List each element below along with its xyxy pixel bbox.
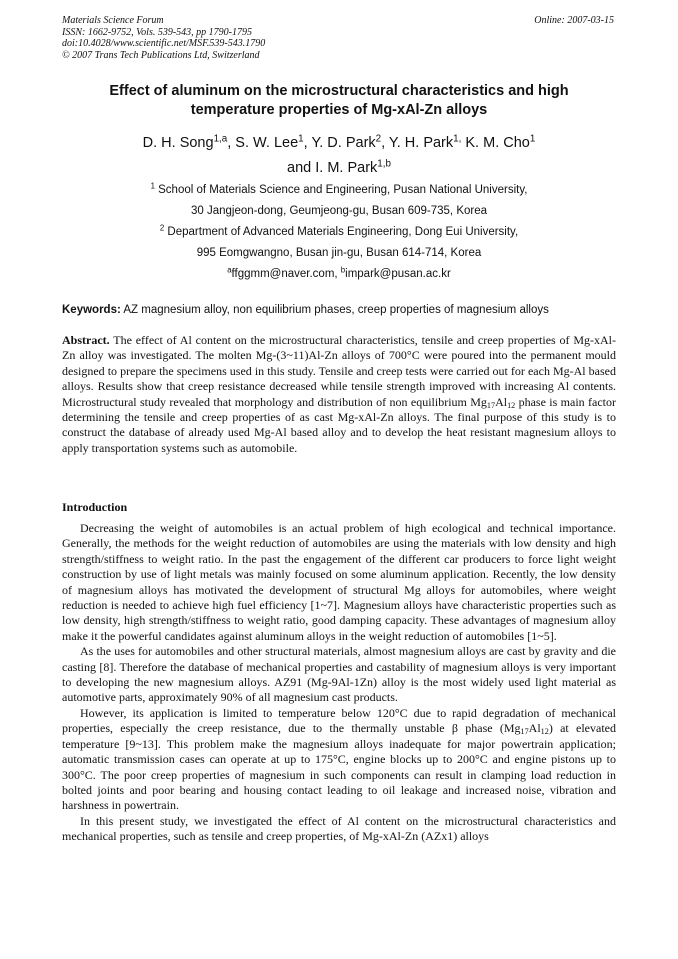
- email-mark: a: [227, 265, 232, 275]
- paragraph-4: In this present study, we investigated the effect of Al content on the microstructural characteristics and mechanical properties, such as tensile and creep properties, of Mg-xAl-Zn (AZx1) alloys: [62, 813, 616, 844]
- affiliation-mark: 1: [150, 181, 155, 191]
- author-name: K. M. Cho: [461, 135, 530, 151]
- doi-line[interactable]: doi:10.4028/www.scientific.net/MSF.539-543.1790: [62, 38, 266, 49]
- subscript: 12: [507, 400, 516, 410]
- paragraph-2: As the uses for automobiles and other structural materials, almost magnesium alloys are cast by gravity and die casting [8]. Therefore the database of mechanical properties and castability of magnesium alloys is very important to developing the new magnesium alloys. AZ91 (Mg-9Al-1Zn) alloy is the most widely used light material as automotive parts, approximately 90% of all magnesium cast products.: [62, 644, 616, 705]
- abstract-text: Al: [495, 394, 508, 409]
- abstract-text: The effect of Al content on the microstructural characteristics, tensile and creep properties of Mg-xAl-Zn alloy was investigated. The molten Mg-(3~11)Al-Zn alloys of 700°C were poured into the permanent mould designed to prepare the specimens used in this study. Tensile and creep tests were carried out for each Mg-Al based alloys. Results show that creep resistance decreased while tensile strength improved with increasing Al contents. Microstructural study revealed that morphology and distribution of non equilibrium Mg: [62, 333, 616, 409]
- author-name: , S. W. Lee: [227, 135, 299, 151]
- affiliation-1-line-2: 30 Jangjeon-dong, Geumjeong-gu, Busan 609-735, Korea: [190, 205, 488, 217]
- paragraph-1: Decreasing the weight of automobiles is an actual problem of high ecological and technical importance. Generally, the methods for the weight reduction of automobiles are using the materials with low density and high strength/stiffness to weight ratio. In the past the engagement of the different car producers to force light weight construction by use of light metals was mainly focused on some aluminum application. Recently, the low density of magnesium alloys has motivated the development of structural Mg alloys for automobiles, where weight reduction is needed to achieve high fuel efficiency [1~7]. Magnesium alloys have characteristic properties such as low density, high strength/stiffness to weight ratio, good damping capacity. These advantages of magnesium alloy make it the powerful candidates against aluminum alloys in the weight reduction of automobiles [1~5].: [62, 521, 616, 643]
- affiliations: [62, 180, 616, 285]
- online-date: Online: 2007-03-15: [534, 15, 614, 26]
- paragraph-text: However, its application is limited to temperature below 120°C due to rapid degradation of mechanical properties, especially the creep resistance, due to the thermally unstable β phase (Mg: [62, 705, 616, 736]
- affiliation-1-line-1: [62, 180, 616, 201]
- title-line-1: Effect of aluminum on the microstructural characteristics and high: [109, 83, 569, 99]
- affiliation-text: Department of Advanced Materials Engineering, Dong Eui University,: [167, 226, 519, 238]
- affiliation-2-line-1: [62, 222, 616, 243]
- email-line: [62, 264, 616, 285]
- author-mark: 1,b: [377, 158, 391, 170]
- author-mark: 1,a: [213, 133, 228, 145]
- subscript: 12: [540, 727, 549, 737]
- abstract-label: Abstract.: [62, 333, 110, 347]
- paragraph-text: ) at elevated temperature [9~13]. This problem make the magnesium alloys inadequate for major powertrain application; automatic transmission cases can operate at up to 175°C, engine blocks up to 200°C and engine pistons up to 300°C. The poor creep properties of magnesium in such components can result in clamping load reduction in bolted joints and poor bearing and housing contact leading to oil leakage and increased noise, vibration and harshness in powertrain.: [62, 721, 616, 813]
- author-mark: 2: [375, 133, 382, 145]
- keywords-text: AZ magnesium alloy, non equilibrium phases, creep properties of magnesium alloys: [120, 304, 549, 316]
- email-mark: b: [340, 265, 346, 275]
- paper-title: [62, 82, 616, 119]
- abstract-text: phase is main factor determining the tensile and creep properties of as cast Mg-xAl-Zn alloys. The final purpose of this study is to construct the database of already used Mg-Al based alloy and to develop the heat resistant magnesium alloys to apply transportation systems such as automobile.: [62, 394, 616, 455]
- subscript: 17: [520, 727, 529, 737]
- author-name: , Y. D. Park: [303, 135, 376, 151]
- abstract: [62, 333, 616, 456]
- title-line-2: temperature properties of Mg-xAl-Zn alloys: [190, 101, 488, 118]
- journal-header: [62, 15, 614, 61]
- email-b-link[interactable]: impark@pusan.ac.kr: [345, 268, 451, 280]
- author-list: [62, 131, 616, 181]
- section-heading-introduction: Introduction: [62, 500, 128, 514]
- paragraph-text: Al: [528, 721, 541, 736]
- keywords: [62, 302, 616, 318]
- author-name: and I. M. Park: [287, 160, 378, 176]
- issn-line: ISSN: 1662-9752, Vols. 539-543, pp 1790-1795: [62, 26, 252, 38]
- author-name: D. H. Song: [142, 135, 214, 151]
- affiliation-2-line-2: 995 Eomgwangno, Busan jin-gu, Busan 614-714, Korea: [196, 247, 482, 259]
- author-mark: 1: [529, 133, 536, 145]
- author-line-1: [62, 131, 616, 156]
- email-a-link[interactable]: ffggmm@naver.com,: [231, 268, 341, 280]
- author-name: , Y. H. Park: [381, 135, 454, 151]
- copyright-line: © 2007 Trans Tech Publications Ltd, Switzerland: [62, 49, 260, 61]
- author-line-2: [62, 156, 616, 181]
- affiliation-mark: 2: [159, 223, 165, 233]
- introduction-body: [62, 521, 616, 845]
- keywords-label: Keywords:: [62, 304, 121, 316]
- paragraph-3: [62, 706, 616, 814]
- subscript: 17: [486, 400, 496, 410]
- affiliation-text: School of Materials Science and Engineering, Pusan National University,: [158, 184, 528, 196]
- author-mark: 1: [298, 133, 304, 145]
- journal-name: Materials Science Forum: [62, 15, 164, 26]
- author-mark: 1,: [453, 133, 462, 145]
